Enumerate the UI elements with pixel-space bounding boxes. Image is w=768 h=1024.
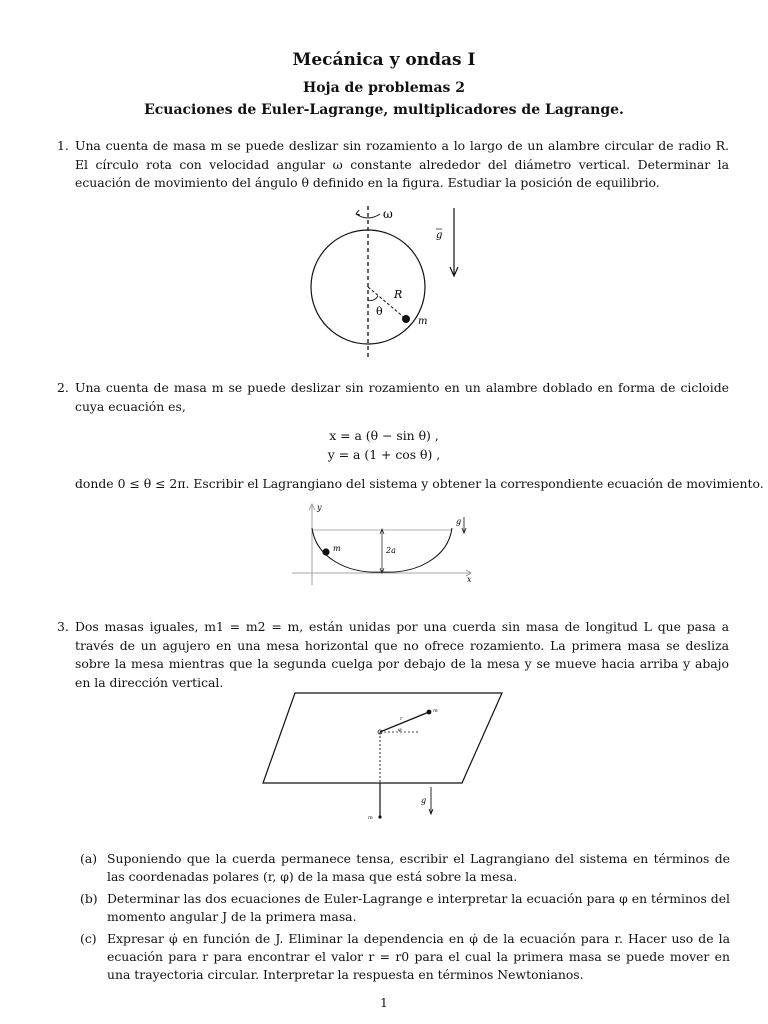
table-gravity-label: g — [421, 796, 427, 805]
problem-3-parts — [80, 850, 730, 988]
page-topic: Ecuaciones de Euler-Lagrange, multiplicadores de Lagrange. — [144, 102, 624, 118]
theta-arc — [368, 296, 378, 301]
part-c-text: Expresar φ̇ en función de J. Eliminar la dependencia en φ̇ de la ecuación para r. Hacer uso de la ecuación para r para encontrar el valor r = r0 para el cual la primera masa se puede mover en una trayectoria circular. Interpretar la respuesta en términos Newtonianos. — [107, 931, 730, 982]
problem-2-number: 2. — [57, 380, 69, 395]
page-number: 1 — [380, 996, 388, 1010]
page-subtitle: Hoja de problemas 2 — [302, 80, 466, 96]
equation-x: x = a (θ − sin θ) , — [329, 428, 439, 443]
part-b — [80, 890, 730, 926]
figure-table-masses — [255, 685, 515, 825]
x-axis-label: x — [467, 575, 472, 584]
string-on-table — [380, 712, 429, 732]
equation-y: y = a (1 + cos θ) , — [327, 447, 441, 462]
page-title: Mecánica y ondas I — [292, 50, 476, 70]
figure-cycloid — [288, 500, 488, 585]
part-c-label: (c) — [80, 931, 97, 946]
part-b-label: (b) — [80, 891, 98, 906]
bead-mass — [402, 315, 410, 323]
hanging-mass-label: m — [368, 815, 373, 821]
problem-2-text: Una cuenta de masa m se puede deslizar sin rozamiento en un alambre doblado en forma de cicloide cuya ecuación es, — [75, 380, 729, 414]
cycloid-gravity-label: g — [456, 517, 462, 526]
problem-3-text: Dos masas iguales, m1 = m2 = m, están unidas por una cuerda sin masa de longitud L que pasa a través de un agujero en una mesa horizontal que no ofrece rozamiento. La primera masa se desliza sobre la mesa mientras que la segunda cuelga por debajo de la mesa y se mueve hacia arriba y abajo en la dirección vertical. — [75, 619, 729, 690]
hanging-mass — [378, 815, 381, 818]
part-b-text: Determinar las dos ecuaciones de Euler-Lagrange e interpretar la ecuación para φ en términos del momento angular J de la primera masa. — [107, 891, 730, 924]
part-a-text: Suponiendo que la cuerda permanece tensa, escribir el Lagrangiano del sistema en términos de las coordenadas polares (r, φ) de la masa que está sobre la mesa. — [107, 851, 730, 884]
omega-label: ω — [383, 207, 393, 221]
top-mass — [427, 710, 432, 715]
problem-3-number: 3. — [57, 619, 69, 634]
top-mass-label: m — [433, 708, 438, 714]
theta-label: θ — [376, 305, 383, 318]
problem-1 — [57, 137, 729, 193]
problem-2-instructions: donde 0 ≤ θ ≤ 2π. Escribir el Lagrangiano del sistema y obtener la correspondiente ecuación de movimiento. — [75, 476, 764, 491]
part-a-label: (a) — [80, 851, 98, 866]
phi-label: φ — [398, 727, 402, 733]
problem-1-number: 1. — [57, 138, 69, 153]
cycloid-mass-label: m — [333, 544, 341, 553]
problem-1-text: Una cuenta de masa m se puede deslizar sin rozamiento a lo largo de un alambre circular de radio R. El círculo rota con velocidad angular ω constante alrededor del diámetro vertical. Determinar la ecuación de movimiento del ángulo θ definido en la figura. Estudiar la posición de equilibrio. — [75, 138, 729, 190]
height-label: 2a — [386, 546, 396, 555]
part-a — [80, 850, 730, 886]
part-c — [80, 930, 730, 984]
r-label: r — [400, 716, 403, 722]
gravity-label: g — [436, 230, 443, 241]
mass-label: m — [418, 316, 428, 327]
radius-label: R — [394, 288, 403, 301]
problem-3 — [57, 618, 729, 692]
problem-2 — [57, 379, 729, 416]
cycloid-bead — [322, 548, 329, 555]
horizontal-table — [263, 693, 502, 783]
figure-rotating-hoop — [290, 200, 490, 370]
y-axis-label: y — [317, 503, 322, 512]
